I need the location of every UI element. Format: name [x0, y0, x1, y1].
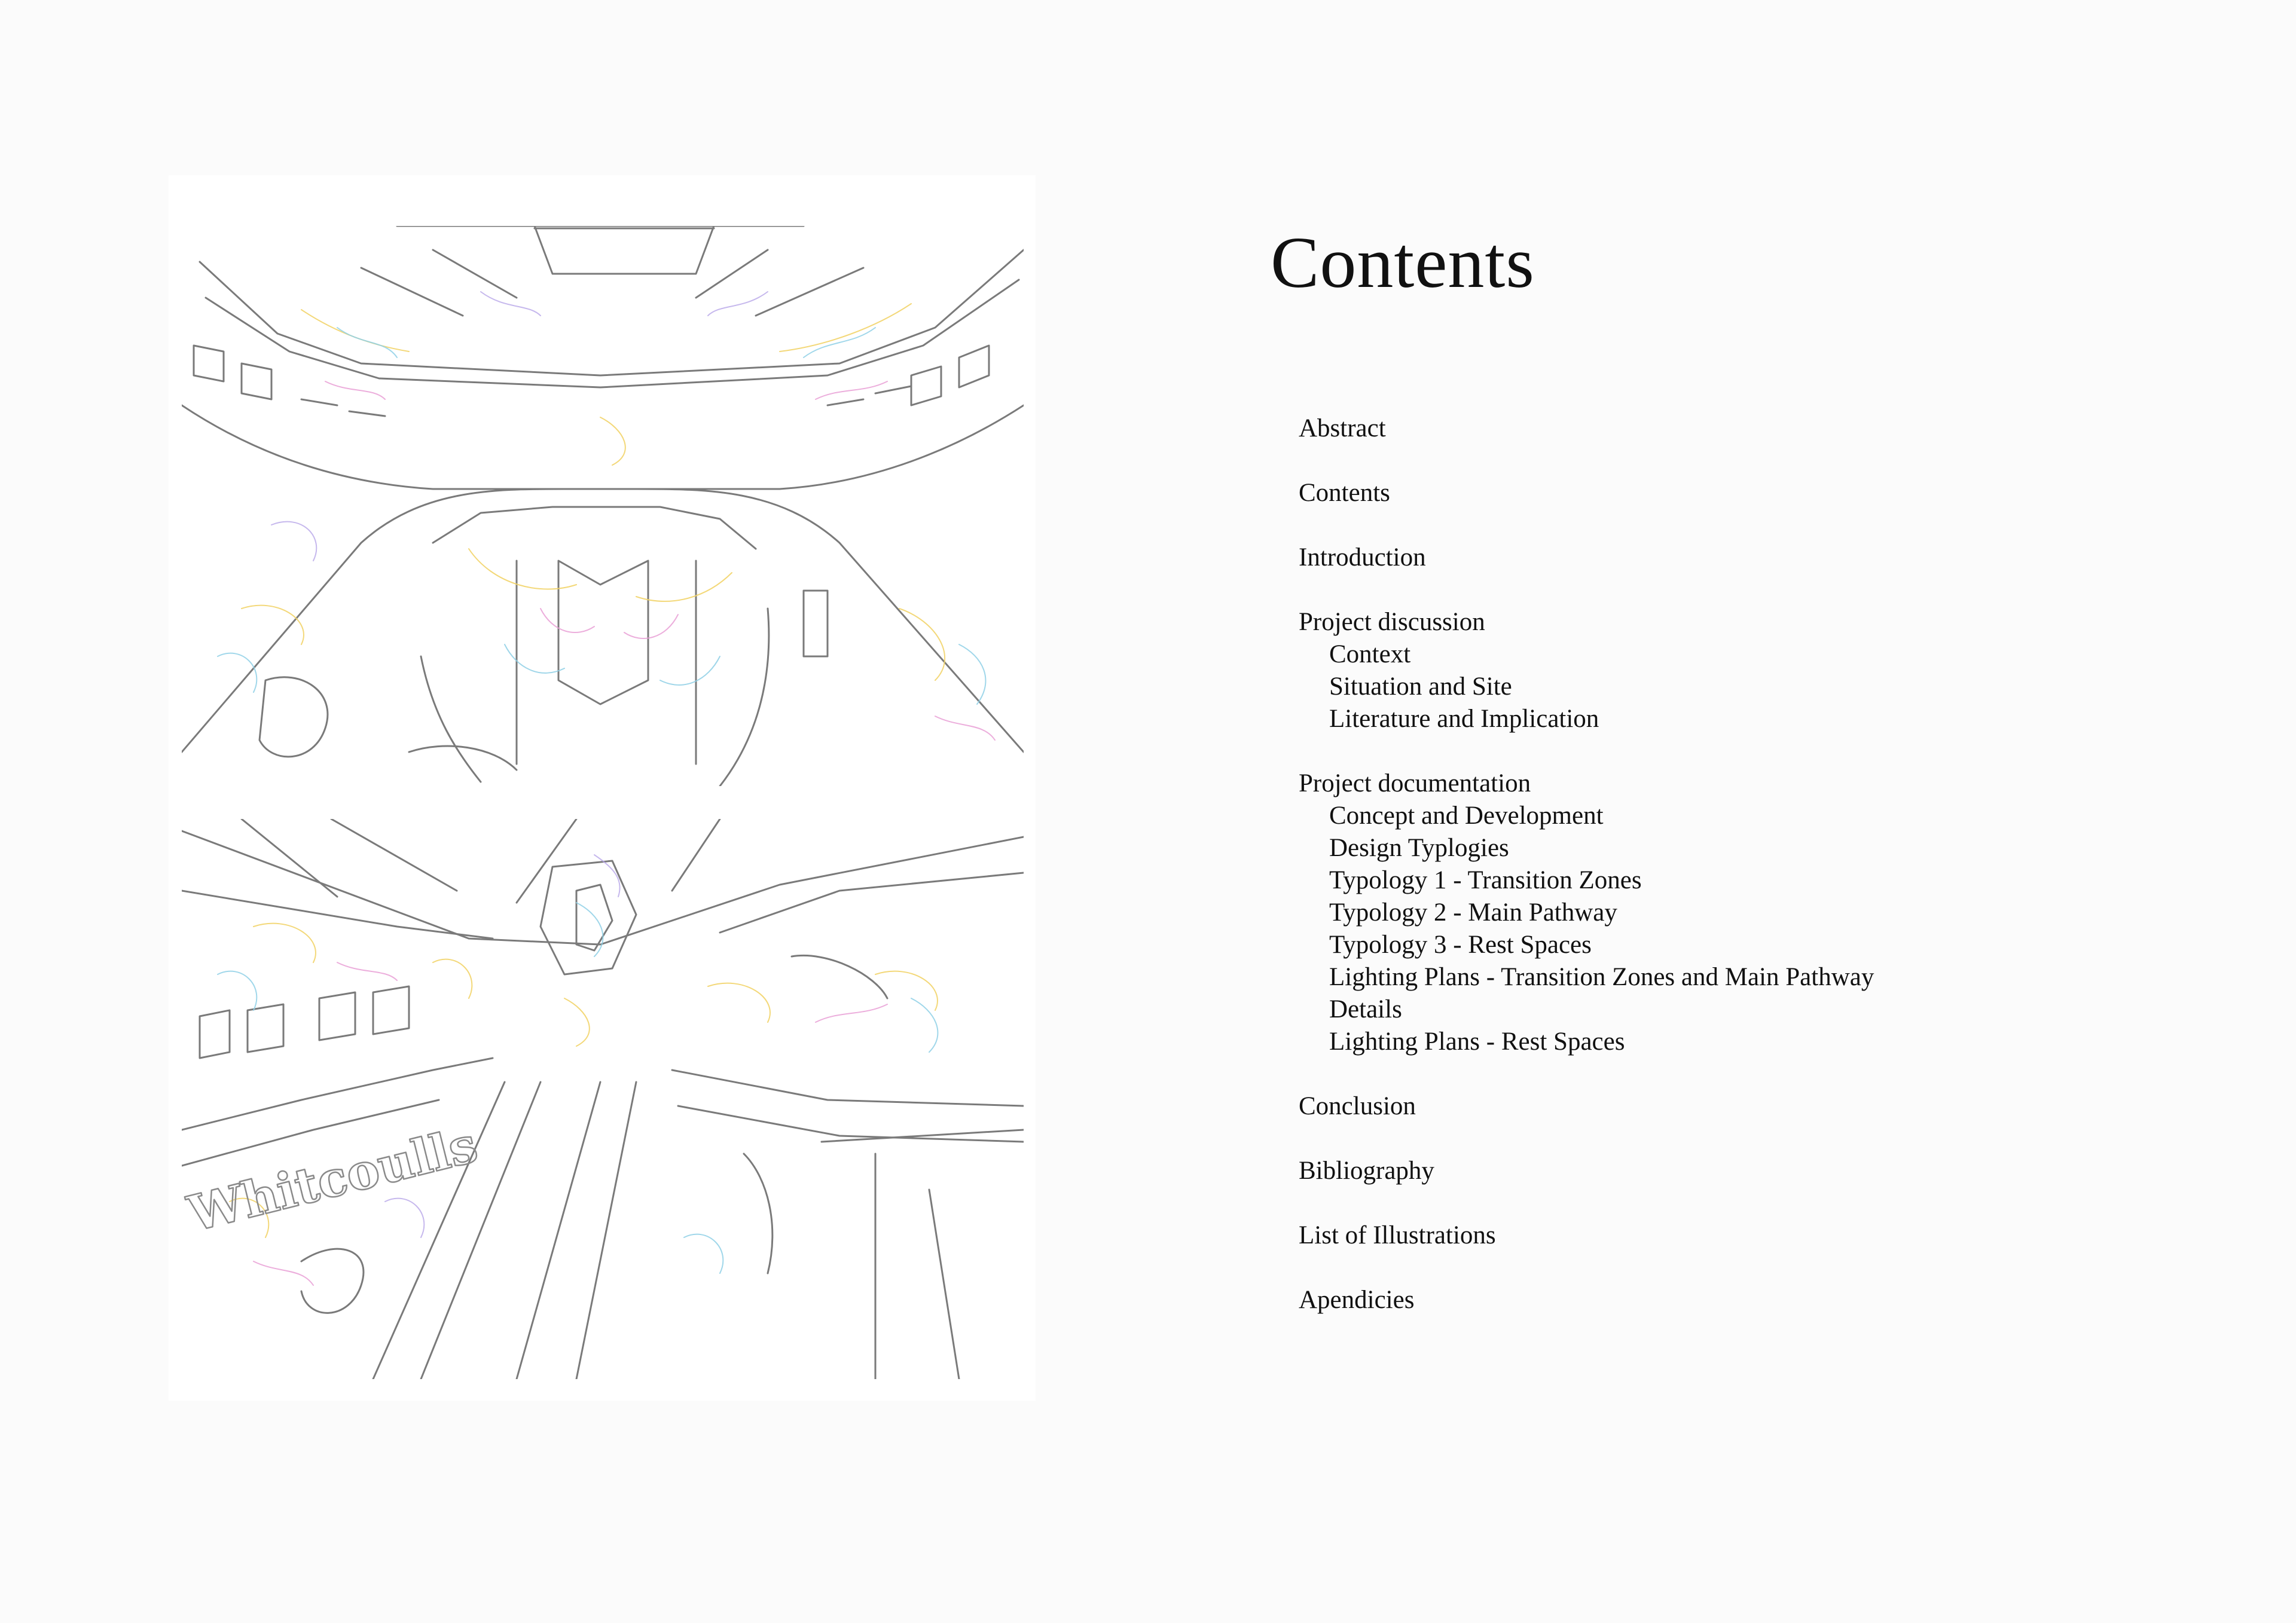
toc-subentry: Typology 1 - Transition Zones	[1329, 866, 1642, 894]
toc-subentry: Literature and Implication	[1329, 705, 1599, 733]
toc-subentry: Lighting Plans - Rest Spaces	[1329, 1028, 1625, 1056]
toc-subentry: Details	[1329, 995, 1402, 1023]
toc-subentry: Design Typlogies	[1329, 834, 1509, 862]
toc-entry: Apendicies	[1299, 1286, 1415, 1314]
toc-subentry: Context	[1329, 640, 1411, 668]
arcade-sketch-bottom-image	[182, 819, 1024, 1379]
toc-entry: Project discussion	[1299, 608, 1485, 636]
toc-entry: List of Illustrations	[1299, 1221, 1496, 1249]
table-of-contents	[1299, 412, 2196, 1316]
toc-entry: Bibliography	[1299, 1157, 1434, 1185]
arcade-sketch-top-image	[182, 226, 1024, 786]
toc-entry: Conclusion	[1299, 1092, 1416, 1120]
toc-entry: Introduction	[1299, 543, 1426, 571]
toc-entry: Project documentation	[1299, 769, 1531, 797]
toc-subentry: Typology 3 - Rest Spaces	[1329, 931, 1592, 959]
toc-subentry: Situation and Site	[1329, 673, 1512, 701]
toc-entry: Contents	[1299, 479, 1390, 507]
page-title: Contents	[1271, 222, 1535, 303]
store-sign-text: Whitcoulls	[182, 1115, 483, 1243]
toc-entry: Abstract	[1299, 414, 1386, 442]
toc-subentry: Lighting Plans - Transition Zones and Main Pathway	[1329, 963, 1874, 991]
illustration-panel	[169, 175, 1036, 1401]
toc-subentry: Concept and Development	[1329, 802, 1604, 830]
toc-subentry: Typology 2 - Main Pathway	[1329, 898, 1617, 927]
